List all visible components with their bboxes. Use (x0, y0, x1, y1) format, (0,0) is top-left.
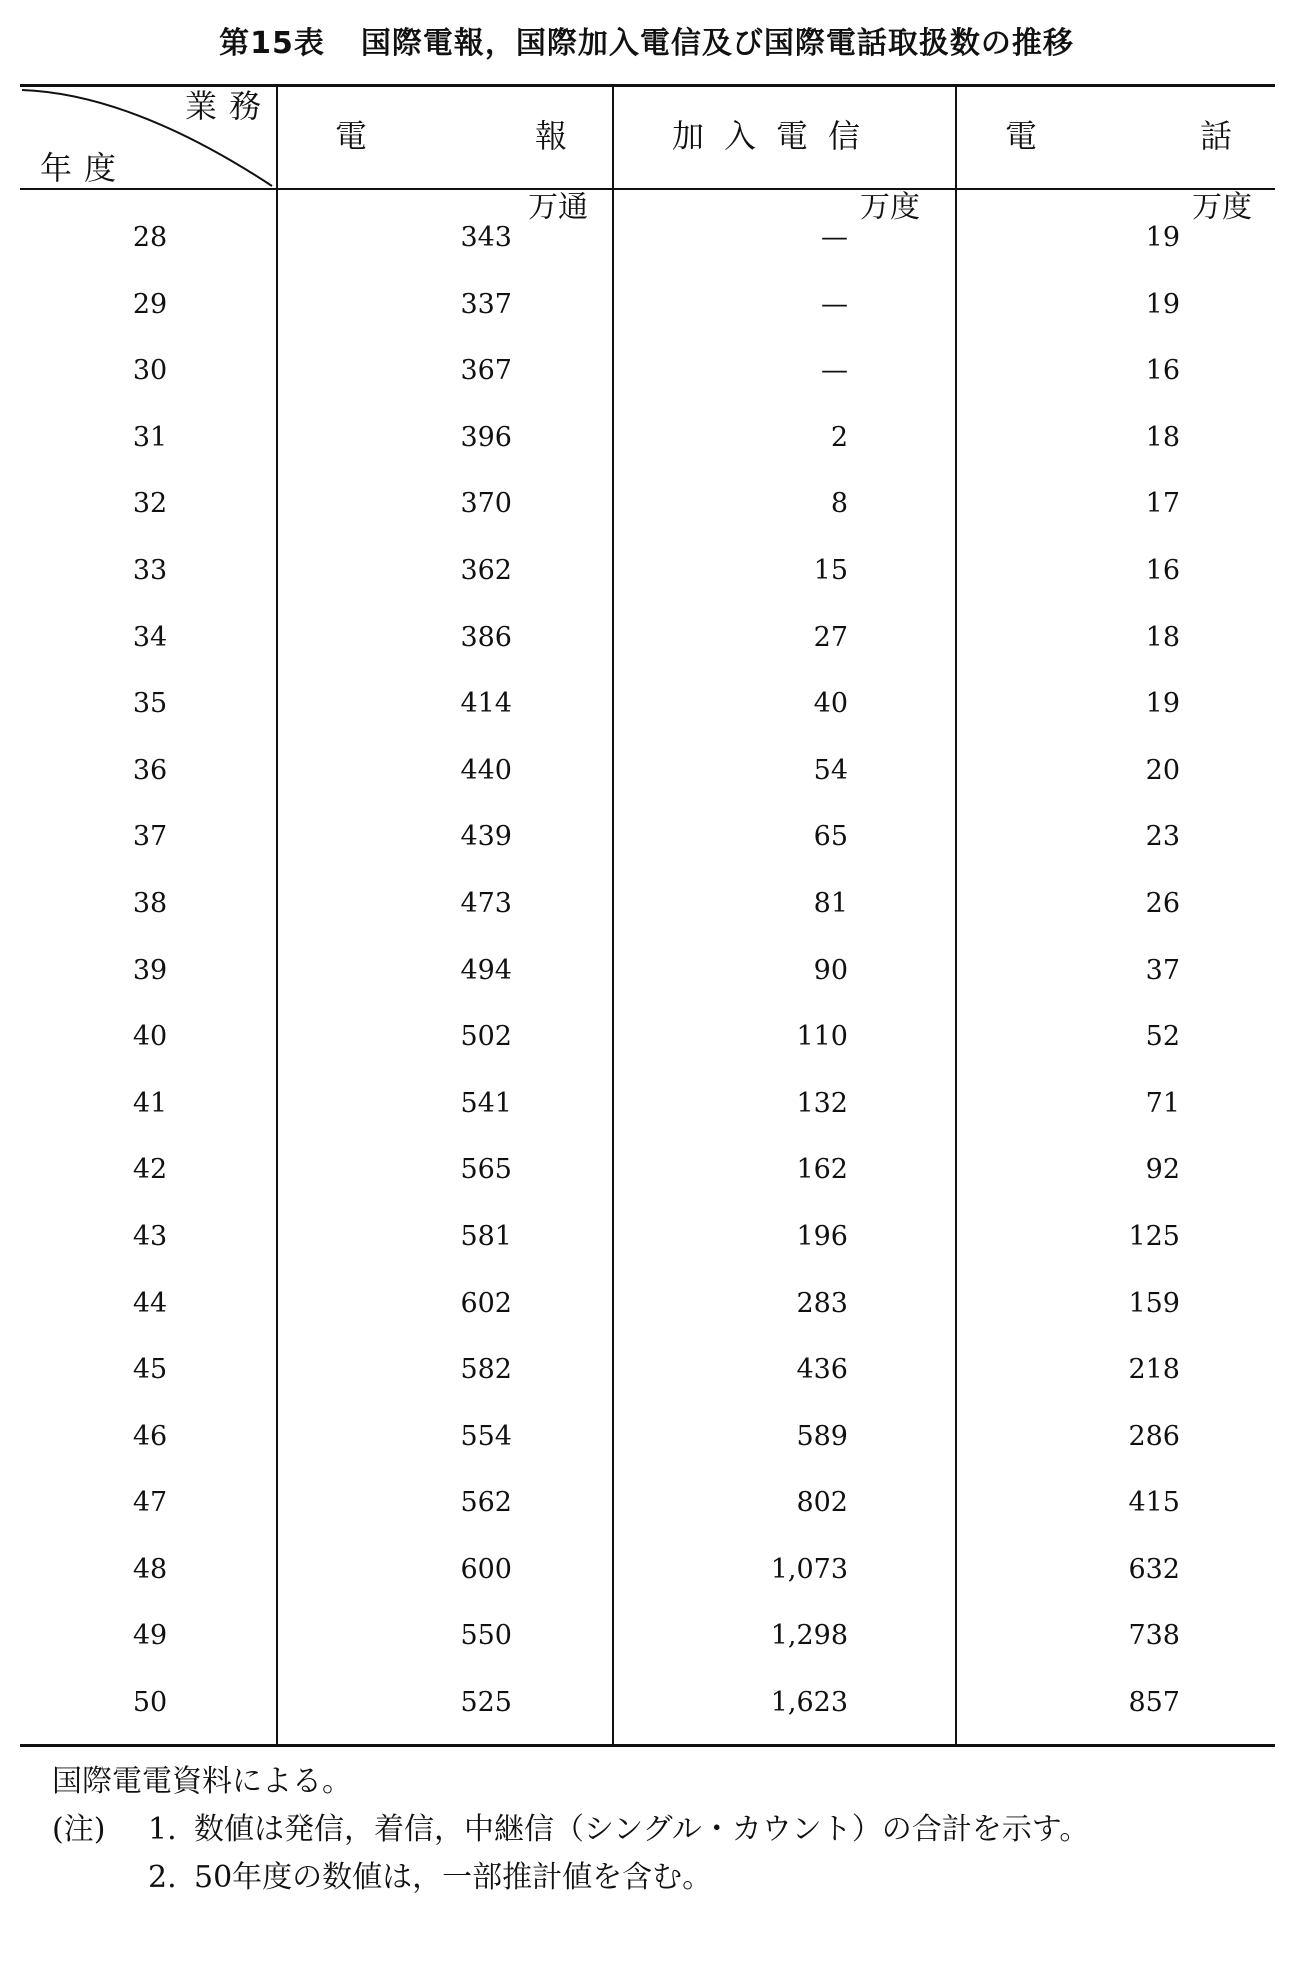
cell-telegram: 362 (460, 554, 512, 586)
cell-telex: — (821, 288, 848, 320)
cell-telex: 110 (796, 1021, 848, 1053)
table-row (0, 1487, 1293, 1554)
table-row (0, 1354, 1293, 1421)
cell-telegram: 502 (460, 1021, 512, 1053)
cell-telex: 2 (830, 421, 848, 453)
cell-year: 46 (132, 1420, 168, 1452)
cell-year: 44 (132, 1287, 168, 1319)
cell-telegram: 600 (460, 1553, 512, 1585)
cell-year: 28 (132, 222, 168, 253)
cell-year: 50 (132, 1687, 168, 1719)
cell-year: 32 (132, 488, 168, 520)
cell-telegram: 602 (460, 1287, 512, 1319)
column-header-telephone-right: 話 (1200, 117, 1233, 155)
cell-year: 49 (132, 1620, 168, 1652)
cell-telex: 1,298 (770, 1620, 848, 1652)
cell-telex: 40 (813, 688, 848, 720)
cell-telex: 65 (813, 821, 848, 853)
source-note: 国際電電資料による。 (52, 1764, 352, 1799)
table-title-text: 国際電報，国際加入電信及び国際電話取扱数の推移 (360, 26, 1074, 61)
cell-telegram: 337 (460, 288, 512, 320)
cell-year: 48 (132, 1553, 168, 1585)
cell-telephone: 18 (1145, 621, 1180, 653)
cell-telephone: 92 (1145, 1154, 1180, 1186)
table-row (0, 622, 1293, 689)
cell-telex: 27 (813, 621, 848, 653)
cell-telex: 196 (796, 1220, 848, 1252)
cell-telephone: 19 (1145, 688, 1180, 720)
cell-telex: 54 (813, 754, 848, 786)
cell-telex: — (821, 222, 848, 253)
cell-year: 40 (132, 1021, 168, 1053)
cell-telegram: 396 (460, 421, 512, 453)
cell-telephone: 26 (1145, 887, 1180, 919)
cell-year: 36 (132, 754, 168, 786)
cell-telegram: 582 (460, 1354, 512, 1386)
table-row (0, 222, 1293, 289)
cell-telephone: 19 (1145, 222, 1180, 253)
table-row (0, 289, 1293, 356)
cell-telegram: 343 (460, 222, 512, 253)
cell-telex: 132 (796, 1087, 848, 1119)
note-item-2 (52, 1854, 1089, 1902)
note-number: 2. (148, 1860, 177, 1895)
table-row (0, 888, 1293, 955)
column-header-telephone-left: 電 (1005, 117, 1038, 155)
cell-year: 42 (132, 1154, 168, 1186)
unit-telegram: 万通 (528, 190, 588, 225)
cell-telegram: 554 (460, 1420, 512, 1452)
cell-telegram: 541 (460, 1087, 512, 1119)
cell-telex: — (821, 355, 848, 387)
cell-telephone: 16 (1145, 554, 1180, 586)
cell-year: 45 (132, 1354, 168, 1386)
unit-telephone: 万度 (1192, 190, 1252, 225)
cell-telephone: 159 (1128, 1287, 1180, 1319)
cell-telex: 81 (813, 887, 848, 919)
cell-telegram: 367 (460, 355, 512, 387)
table-row (0, 1687, 1293, 1754)
column-header-telegram-left: 電 (335, 117, 368, 155)
unit-telex: 万度 (860, 190, 920, 225)
cell-year: 34 (132, 621, 168, 653)
cell-telex: 90 (813, 954, 848, 986)
cell-telegram: 581 (460, 1220, 512, 1252)
cell-telex: 15 (813, 554, 848, 586)
cell-telegram: 550 (460, 1620, 512, 1652)
cell-year: 30 (132, 355, 168, 387)
cell-telex: 1,073 (770, 1553, 848, 1585)
table-row (0, 755, 1293, 822)
header-bottom-rule (20, 188, 1275, 190)
cell-telephone: 415 (1128, 1487, 1180, 1519)
table-row (0, 555, 1293, 622)
cell-telephone: 125 (1128, 1220, 1180, 1252)
table-row (0, 355, 1293, 422)
table-row (0, 1021, 1293, 1088)
table-row (0, 422, 1293, 489)
cell-telegram: 473 (460, 887, 512, 919)
table-row (0, 821, 1293, 888)
cell-telephone: 218 (1128, 1354, 1180, 1386)
table-number: 第15表 (219, 26, 325, 61)
cell-telex: 802 (796, 1487, 848, 1519)
cell-telephone: 286 (1128, 1420, 1180, 1452)
column-header-telex: 加入電信 (672, 117, 881, 155)
table-row (0, 1288, 1293, 1355)
table-row (0, 1554, 1293, 1621)
cell-telephone: 52 (1145, 1021, 1180, 1053)
cell-telex: 589 (796, 1420, 848, 1452)
cell-telephone: 23 (1145, 821, 1180, 853)
cell-year: 35 (132, 688, 168, 720)
table-row (0, 1421, 1293, 1488)
cell-telegram: 565 (460, 1154, 512, 1186)
note-item-1 (52, 1806, 1089, 1854)
table-title (0, 18, 1293, 62)
table-body (0, 222, 1293, 1754)
corner-header-year: 年度 (40, 149, 129, 187)
cell-telephone: 19 (1145, 288, 1180, 320)
cell-telephone: 37 (1145, 954, 1180, 986)
cell-telephone: 738 (1128, 1620, 1180, 1652)
cell-telegram: 494 (460, 954, 512, 986)
cell-year: 43 (132, 1220, 168, 1252)
table-row (0, 488, 1293, 555)
note-number: 1. (148, 1812, 177, 1847)
cell-year: 37 (132, 821, 168, 853)
table-row (0, 955, 1293, 1022)
cell-telegram: 414 (460, 688, 512, 720)
cell-telegram: 386 (460, 621, 512, 653)
column-header-telegram-right: 報 (535, 117, 568, 155)
table-row (0, 688, 1293, 755)
cell-telex: 283 (796, 1287, 848, 1319)
cell-telegram: 562 (460, 1487, 512, 1519)
cell-telex: 436 (796, 1354, 848, 1386)
cell-telephone: 18 (1145, 421, 1180, 453)
cell-year: 33 (132, 554, 168, 586)
cell-telephone: 16 (1145, 355, 1180, 387)
note-text: 50年度の数値は，一部推計値を含む。 (194, 1860, 713, 1895)
table-row (0, 1221, 1293, 1288)
cell-telex: 162 (796, 1154, 848, 1186)
cell-year: 38 (132, 887, 168, 919)
cell-telegram: 440 (460, 754, 512, 786)
note-text: 数値は発信，着信，中継信（シングル・カウント）の合計を示す。 (194, 1812, 1090, 1847)
cell-telephone: 632 (1128, 1553, 1180, 1585)
cell-year: 31 (132, 421, 168, 453)
cell-telex: 1,623 (770, 1687, 848, 1719)
cell-telephone: 71 (1145, 1087, 1180, 1119)
cell-year: 47 (132, 1487, 168, 1519)
cell-telegram: 439 (460, 821, 512, 853)
table-row (0, 1154, 1293, 1221)
cell-year: 29 (132, 288, 168, 320)
table-row (0, 1620, 1293, 1687)
note-label: (注) (52, 1812, 106, 1847)
cell-telex: 8 (830, 488, 848, 520)
cell-telephone: 857 (1128, 1687, 1180, 1719)
cell-telephone: 20 (1145, 754, 1180, 786)
cell-telegram: 525 (460, 1687, 512, 1719)
table-row (0, 1088, 1293, 1155)
cell-telephone: 17 (1145, 488, 1180, 520)
cell-year: 41 (132, 1087, 168, 1119)
corner-header-business: 業務 (185, 87, 274, 125)
table-notes (52, 1758, 1089, 1902)
cell-telegram: 370 (460, 488, 512, 520)
cell-year: 39 (132, 954, 168, 986)
